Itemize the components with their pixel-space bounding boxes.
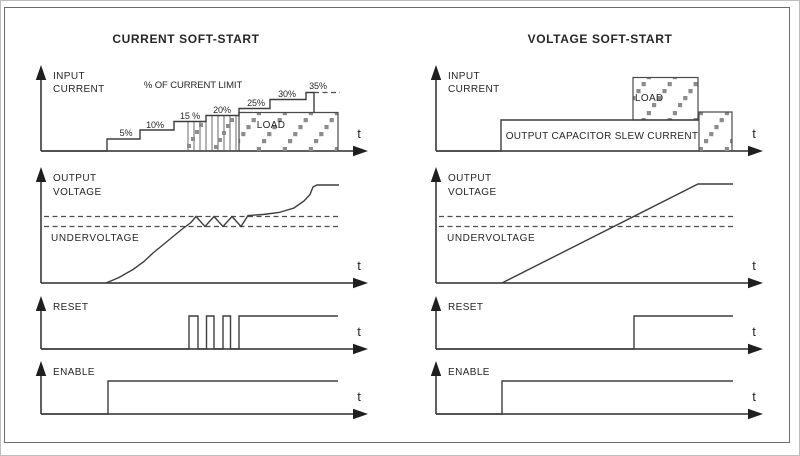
left-reset-plot [36, 296, 368, 354]
reset-label: RESET [448, 302, 484, 313]
up-arrow-icon [431, 296, 441, 311]
percent-label-10: 10% [146, 120, 164, 130]
output-voltage-curve [106, 185, 339, 283]
t-label: t [357, 258, 361, 273]
up-arrow-icon [36, 65, 46, 80]
right-panel [431, 32, 763, 419]
percent-label-20: 20% [213, 105, 231, 115]
right-arrow-icon [353, 409, 368, 419]
right-reset-plot [431, 296, 763, 354]
up-arrow-icon [431, 65, 441, 80]
load-label: LOAD [256, 120, 286, 131]
enable-waveform [41, 381, 338, 414]
percent-label-25: 25% [247, 98, 265, 108]
reset-label: RESET [53, 302, 89, 313]
right-output-voltage-plot [431, 167, 763, 288]
input-label-line2: CURRENT [448, 84, 500, 95]
left-panel-title: CURRENT SOFT-START [112, 32, 260, 46]
right-arrow-icon [353, 146, 368, 156]
t-label: t [357, 389, 361, 404]
enable-label: ENABLE [53, 367, 95, 378]
t-label: t [752, 258, 756, 273]
output-label-line1: OUTPUT [53, 173, 97, 184]
timing-diagram [1, 1, 800, 456]
up-arrow-icon [431, 361, 441, 376]
right-input-current-plot [431, 65, 763, 156]
left-panel [36, 32, 368, 419]
t-label: t [752, 126, 756, 141]
undervoltage-label: UNDERVOLTAGE [51, 233, 140, 244]
percent-of-current-limit-label: % OF CURRENT LIMIT [143, 80, 243, 91]
up-arrow-icon [36, 361, 46, 376]
right-arrow-icon [353, 344, 368, 354]
t-label: t [752, 324, 756, 339]
right-panel-title: VOLTAGE SOFT-START [527, 32, 673, 46]
left-enable-plot [36, 361, 368, 419]
percent-label-30: 30% [278, 89, 296, 99]
load-tail-hatch-region [699, 112, 732, 151]
slew-current-label: OUTPUT CAPACITOR SLEW CURRENT [505, 131, 699, 142]
percent-label-5: 5% [119, 128, 133, 138]
percent-label-35: 35% [309, 81, 327, 91]
load-hatch-region [239, 113, 338, 152]
left-output-voltage-plot [36, 167, 368, 288]
output-voltage-ramp [502, 184, 733, 283]
enable-label: ENABLE [448, 367, 490, 378]
right-arrow-icon [748, 146, 763, 156]
t-label: t [752, 389, 756, 404]
up-arrow-icon [431, 167, 441, 182]
reset-waveform [41, 316, 338, 349]
left-input-current-plot [36, 65, 368, 156]
reset-waveform [436, 316, 733, 349]
undervoltage-label: UNDERVOLTAGE [447, 233, 536, 244]
right-arrow-icon [748, 344, 763, 354]
input-label-line2: CURRENT [53, 84, 105, 95]
input-label-line1: INPUT [53, 71, 85, 82]
up-arrow-icon [36, 296, 46, 311]
output-label-line1: OUTPUT [448, 173, 492, 184]
enable-waveform [436, 381, 733, 414]
right-arrow-icon [353, 278, 368, 288]
input-label-line1: INPUT [448, 71, 480, 82]
right-enable-plot [431, 361, 763, 419]
percent-label-15: 15 % [179, 111, 201, 121]
t-label: t [357, 324, 361, 339]
t-label: t [357, 126, 361, 141]
output-label-line2: VOLTAGE [53, 187, 102, 198]
output-label-line2: VOLTAGE [448, 187, 497, 198]
load-label: LOAD [635, 93, 664, 104]
right-arrow-icon [748, 409, 763, 419]
up-arrow-icon [36, 167, 46, 182]
right-arrow-icon [748, 278, 763, 288]
